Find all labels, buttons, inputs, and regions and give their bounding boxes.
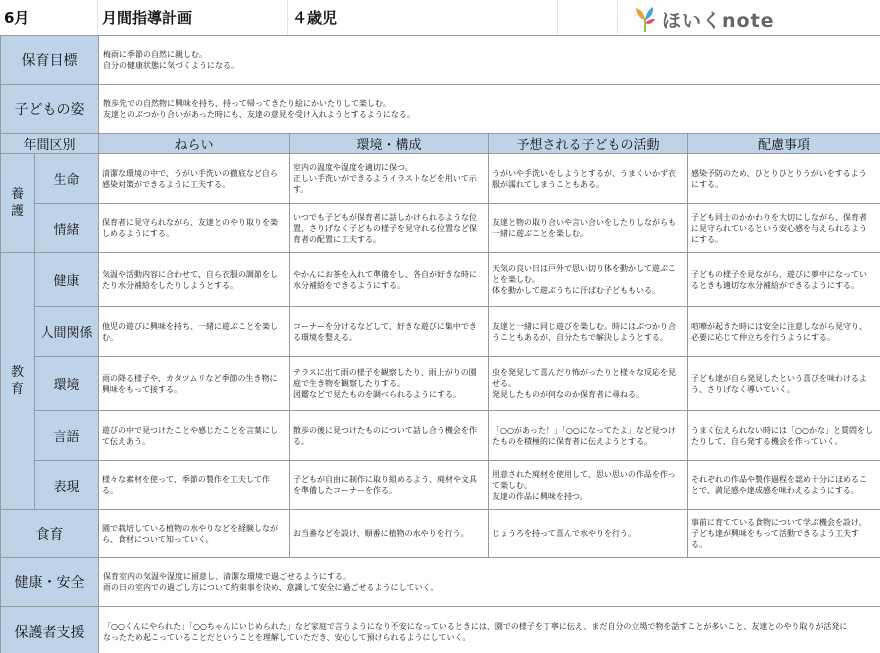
goals-line: 梅雨に季節の自然に親しむ。 (103, 50, 207, 59)
care-cell: 事前に育てている食物について学ぶ機会を設け、 子ども達が興味をもって活動できるよう工夫す る。 (688, 510, 880, 558)
sprout-logo-icon (634, 6, 656, 32)
col-care: 配慮事項 (688, 134, 880, 154)
env-cell: コーナーを分けるなどして、好きな遊びに集中でき る環境を整える。 (290, 307, 489, 357)
col-env: 環境・構成 (290, 134, 489, 154)
age-cell (288, 0, 558, 35)
care-cell: 子ども同士のかかわりを大切にしながら、保育者 に見守られているという安心感を与えられるよう にする。 (688, 204, 880, 253)
child-line: 散歩先での自然物に興味を持ち、持って帰ってきたり絵にかいたりして楽しむ。 (103, 99, 391, 108)
table-row (1, 307, 880, 357)
child-line: 友達とのぶつかり合いがあった時にも、友達の意見を受け入れようとするようになる。 (103, 110, 415, 119)
env-cell: テラスに出て雨の様子を観察したり、雨上がりの園 庭で生き物を観察したりする。 図鑑などで見たものを調べられるようにする。 (290, 357, 489, 411)
table-row (1, 357, 880, 411)
health-text (99, 558, 880, 607)
expected-cell: うがいや手洗いをしようとするが、うまくいかず衣 服が濡れてしまうこともある。 (489, 154, 688, 204)
expected-cell: 虫を発見して喜んだり怖がったりと様々な反応を見 せる。 発見したものが何なのか保育者に尋ねる。 (489, 357, 688, 411)
goals-row (1, 36, 880, 85)
aim-cell: 雨の降る様子や、カタツムリなど季節の生き物に 興味をもって接する。 (99, 357, 290, 411)
row-label: 言語 (35, 411, 99, 461)
aim-cell: 園で栽培している植物の水やりなどを経験しなが ら、食材について知っていく。 (99, 510, 290, 558)
col-period: 年間区別 (1, 134, 99, 154)
guardian-text (99, 607, 880, 653)
table-row (1, 253, 880, 307)
column-header-row (1, 134, 880, 154)
age-label: ４歳児 (292, 9, 338, 27)
expected-cell: 天気の良い日は戸外で思い切り体を動かして遊ぶこ とを楽しむ。 体を動かして遊ぶうちに汗ばむ子どももいる。 (489, 253, 688, 307)
aim-cell: 清潔な環境の中で、うがい手洗いの徹底など自ら 感染対策ができるように工夫する。 (99, 154, 290, 204)
expected-cell: 用意された廃材を使用して、思い思いの作品を作っ て楽しむ。 友達の作品に興味を持つ。 (489, 461, 688, 510)
shokuiku-row (1, 510, 880, 558)
care-cell: 子ども達が自ら発見したという喜びを味わけるよ う、さりげなく導いていく。 (688, 357, 880, 411)
care-cell: 感染予防のため、ひとりひとりうがいをするよう にする。 (688, 154, 880, 204)
row-label: 環境 (35, 357, 99, 411)
month-label: 6月 (4, 9, 30, 27)
care-cell: 子どもの様子を見ながら、遊びに夢中になってい るときも適切な水分補給ができるようにする。 (688, 253, 880, 307)
health-line: 保育室内の気温や湿度に留意し、清潔な環境で過ごせるようにする。 (103, 572, 351, 581)
row-label: 表現 (35, 461, 99, 510)
blank-cell (558, 0, 618, 35)
month-cell (0, 0, 98, 35)
group-yogo-label: 養 護 (1, 154, 35, 253)
goals-label: 保育目標 (1, 36, 99, 85)
col-aim: ねらい (99, 134, 290, 154)
title-cell (98, 0, 288, 35)
guardian-label: 保護者支援 (1, 607, 99, 653)
row-label: 情緒 (35, 204, 99, 253)
plan-title: 月間指導計画 (102, 9, 193, 27)
env-cell: 室内の温度や湿度を適切に保つ。 正しい手洗いができるようイラストなどを用いて示 す。 (290, 154, 489, 204)
aim-cell: 様々な素材を使って、季節の製作を工夫して作 る。 (99, 461, 290, 510)
hoikunote-logo (634, 4, 794, 34)
env-cell: いつでも子どもが保育者に話しかけられるような位 置、さりげなく子どもの様子を見守れる位置など保 育者の配置に工夫する。 (290, 204, 489, 253)
group-kyoiku-label: 教 育 (1, 253, 35, 510)
expected-cell: 「○○があった！」「○○になってたよ」など見つけ たものを積極的に保育者に伝えようとする。 (489, 411, 688, 461)
row-label: 人間関係 (35, 307, 99, 357)
child-label: 子どもの姿 (1, 85, 99, 134)
table-row (1, 411, 880, 461)
table-row (1, 154, 880, 204)
health-line: 雨の日の室内での過ごし方について約束事を決め、意識して安全に過ごせるようにしていく。 (103, 583, 439, 592)
aim-cell: 他児の遊びに興味を持ち、一緒に遊ぶことを楽し む。 (99, 307, 290, 357)
guardian-row (1, 607, 880, 653)
goals-text (99, 36, 880, 85)
expected-cell: 友達と物の取り合いや言い合いをしたりしながらも 一緒に遊ぶことを楽しむ。 (489, 204, 688, 253)
goals-line: 自分の健康状態に気づくようになる。 (103, 61, 239, 70)
care-cell: それぞれの作品や製作過程を認め十分にほめるこ とで、満足感や達成感を味わえるようにする。 (688, 461, 880, 510)
plan-header (0, 0, 880, 35)
env-cell: やかんにお茶を入れて準備をし、各自が好きな時に 水分補給をできるようにする。 (290, 253, 489, 307)
row-label: 生命 (35, 154, 99, 204)
shokuiku-label: 食育 (1, 510, 99, 558)
col-expected: 予想される子どもの活動 (489, 134, 688, 154)
aim-cell: 気温や活動内容に合わせて、自ら衣服の調節をし たり水分補給をしたりしようとする。 (99, 253, 290, 307)
env-cell: 散歩の後に見つけたものについて話し合う機会を作 る。 (290, 411, 489, 461)
guardian-line: 「○○くんにやられた」「○○ちゃんにいじめられた」など家庭で言うようになり不安になっているときには、園での様子を丁寧に伝え、まだ自分の立場で物を話すことが多いこと、友達とのやり取りが活発に (103, 621, 848, 631)
aim-cell: 保育者に見守られながら、友達とのやり取りを楽 しめるようにする。 (99, 204, 290, 253)
expected-cell: 友達と一緒に同じ遊びを楽しむ。時にはぶつかり合 うこともあるが、自分たちで解決しようとする。 (489, 307, 688, 357)
health-row (1, 558, 880, 607)
expected-cell: じょうろを持って喜んで水やりを行う。 (489, 510, 688, 558)
env-cell: お当番などを設け、順番に植物の水やりを行う。 (290, 510, 489, 558)
table-row (1, 204, 880, 253)
table-row (1, 461, 880, 510)
aim-cell: 遊びの中で見つけたことや感じたことを言葉にし て伝えあう。 (99, 411, 290, 461)
child-text (99, 85, 880, 134)
care-cell: 喧嘩が起きた時には安全に注意しながら見守り、 必要に応じて仲立ちを行うようにする。 (688, 307, 880, 357)
logo-text: ほいくnote (662, 9, 775, 32)
guardian-line: なったため起こっていることだということを理解していただき、安心して預けられるようにしていく。 (103, 632, 471, 642)
child-row (1, 85, 880, 134)
health-label: 健康・安全 (1, 558, 99, 607)
row-label: 健康 (35, 253, 99, 307)
care-cell: うまく伝えられない時には「○○かな」と質問をし たりして、自ら発する機会を作っていく。 (688, 411, 880, 461)
env-cell: 子どもが自由に制作に取り組めるよう、廃材や文具 を準備したコーナーを作る。 (290, 461, 489, 510)
plan-table (0, 35, 880, 653)
